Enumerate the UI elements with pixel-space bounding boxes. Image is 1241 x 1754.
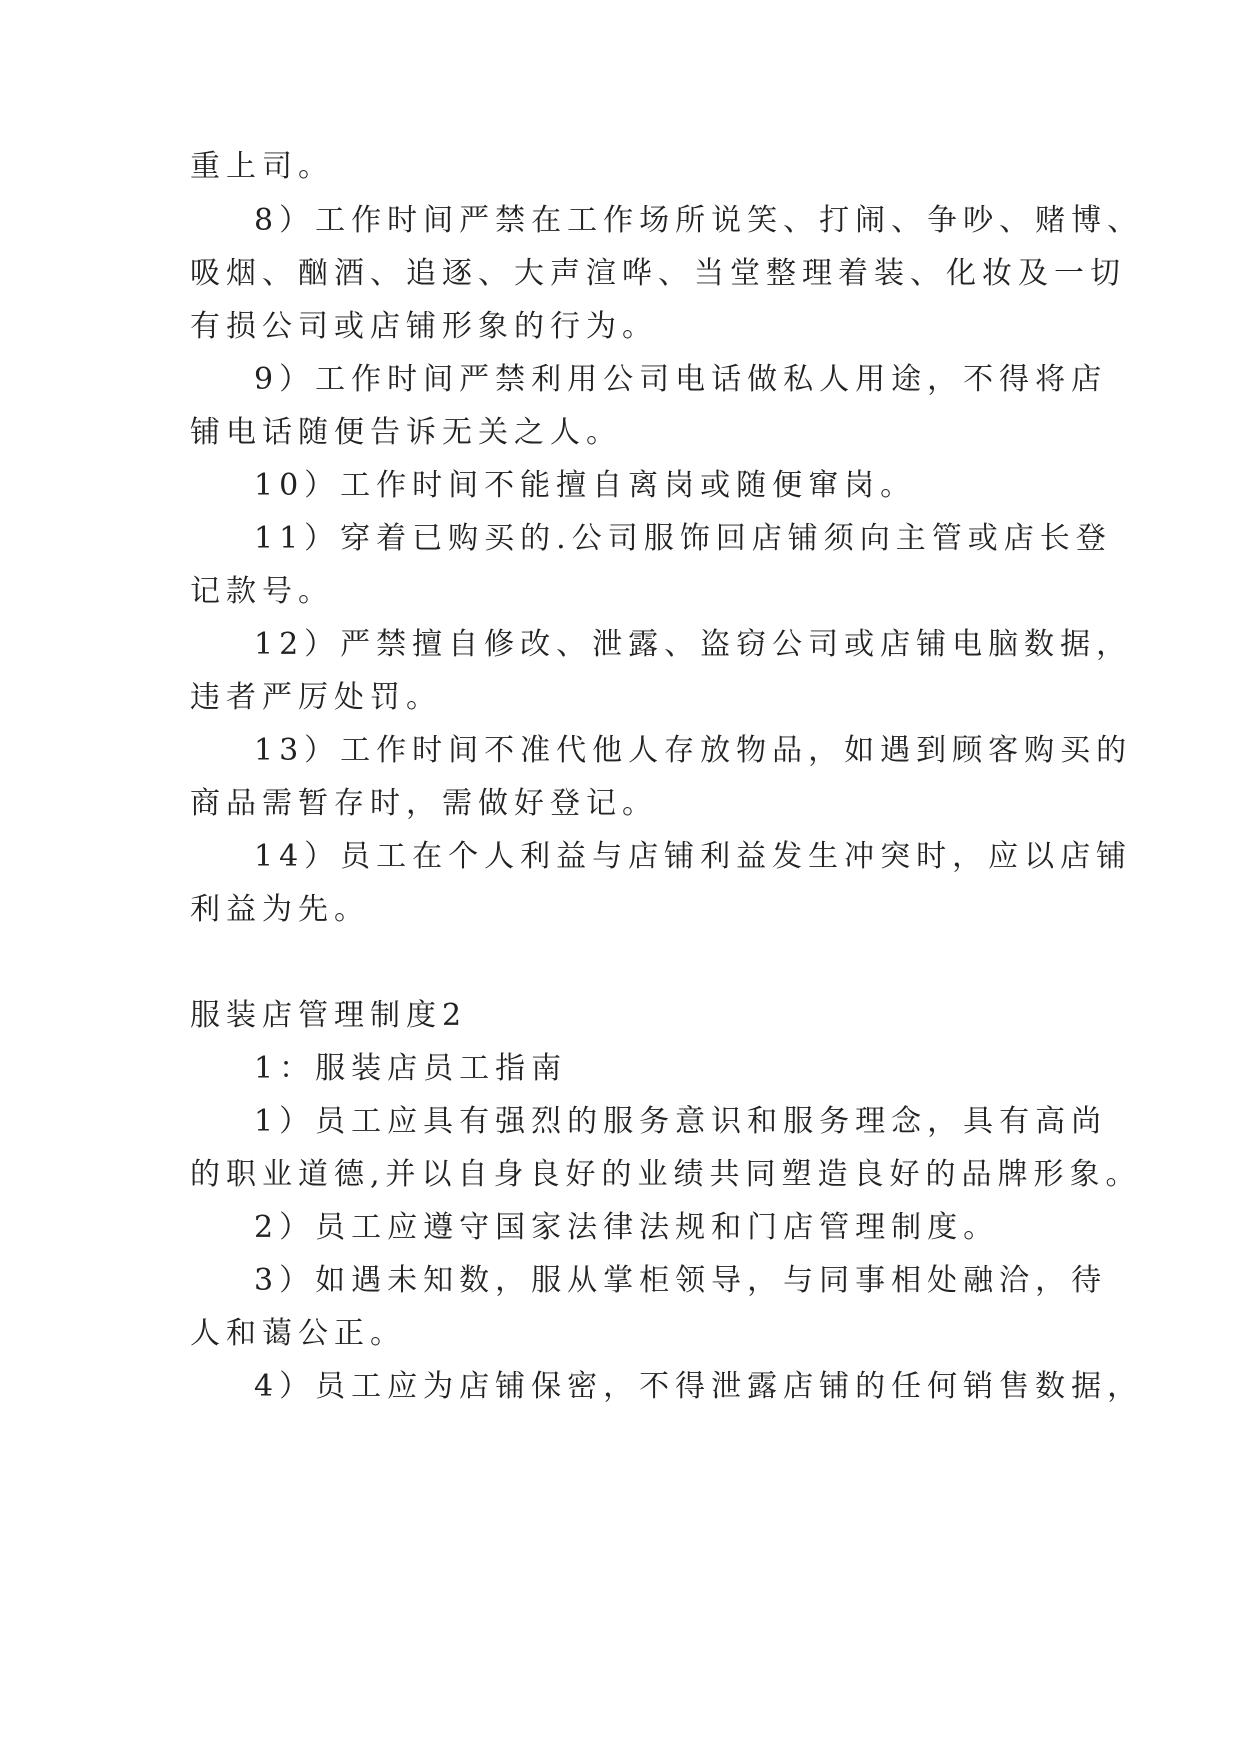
text-line: 有损公司或店铺形象的行为。 — [190, 309, 658, 344]
text-line: 13）工作时间不准代他人存放物品，如遇到顾客购买的 — [254, 733, 1133, 768]
text-line: 吸烟、酗酒、追逐、大声渲哗、当堂整理着装、化妆及一切 — [190, 256, 1126, 291]
text-line: 8）工作时间严禁在工作场所说笑、打闹、争吵、赌博、 — [254, 203, 1144, 238]
text-line: 1）员工应具有强烈的服务意识和服务理念，具有高尚 — [254, 1104, 1108, 1139]
text-line: 商品需暂存时，需做好登记。 — [190, 786, 658, 821]
text-line: 12）严禁擅自修改、泄露、盗窃公司或店铺电脑数据， — [254, 627, 1133, 662]
text-line: 14）员工在个人利益与店铺利益发生冲突时，应以店铺 — [254, 839, 1133, 874]
section-heading: 服装店管理制度2 — [190, 998, 468, 1033]
text-line: 2）员工应遵守国家法律法规和门店管理制度。 — [254, 1210, 1000, 1245]
text-line: 记款号。 — [190, 574, 334, 609]
text-line: 的职业道德,并以自身良好的业绩共同塑造良好的品牌形象。 — [190, 1157, 1142, 1192]
text-line: 9）工作时间严禁利用公司电话做私人用途，不得将店 — [254, 362, 1108, 397]
text-line: 利益为先。 — [190, 892, 370, 927]
text-line: 1：服装店员工指南 — [254, 1051, 568, 1086]
text-line: 重上司。 — [190, 149, 334, 184]
text-line: 11）穿着已购买的.公司服饰回店铺须向主管或店长登 — [254, 521, 1112, 556]
text-line: 违者严厉处罚。 — [190, 680, 442, 715]
text-line: 3）如遇未知数，服从掌柜领导，与同事相处融洽，待 — [254, 1263, 1108, 1298]
text-line: 铺电话随便告诉无关之人。 — [190, 415, 622, 450]
text-line: 4）员工应为店铺保密，不得泄露店铺的任何销售数据， — [254, 1369, 1144, 1404]
text-line: 人和蔼公正。 — [190, 1316, 406, 1351]
text-line: 10）工作时间不能擅自离岗或随便窜岗。 — [254, 468, 917, 503]
